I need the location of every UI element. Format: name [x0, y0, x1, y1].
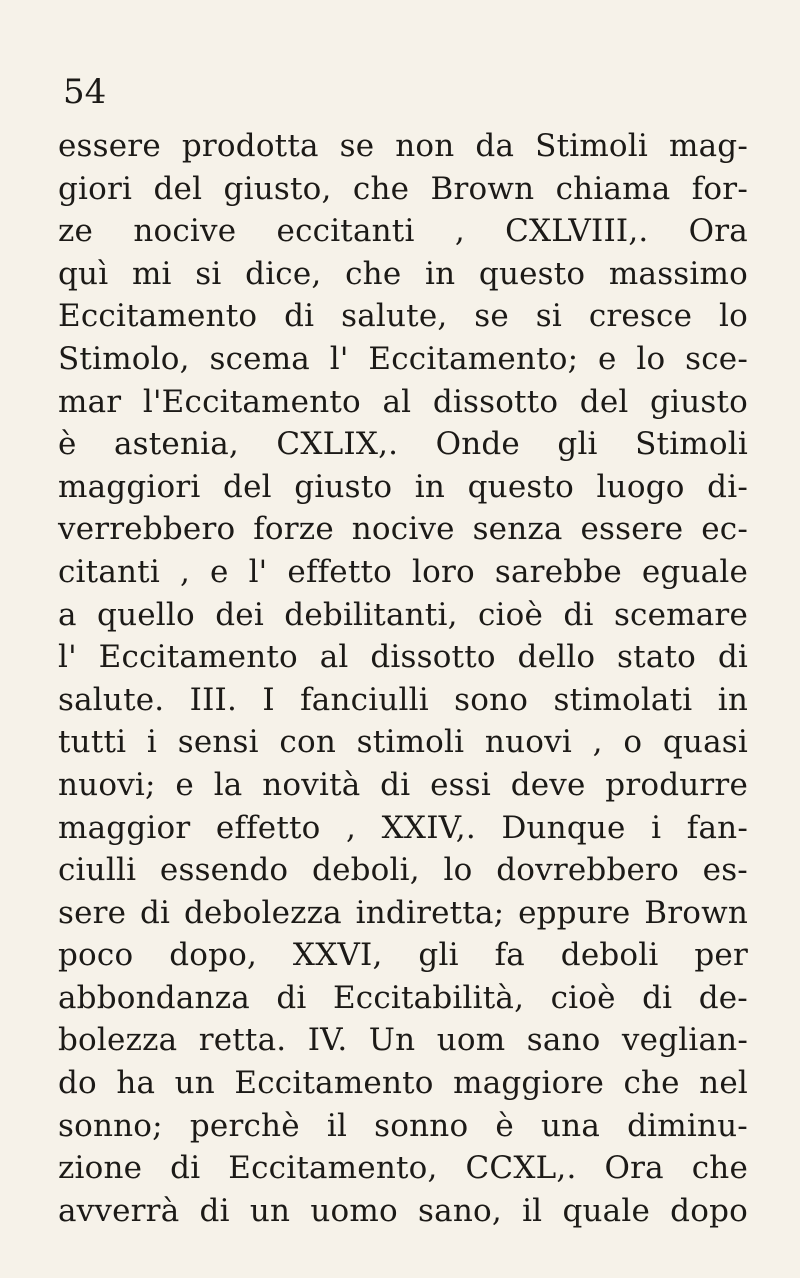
text-line: sere di debolezza indiretta; eppure Brown: [58, 894, 748, 931]
page-number: 54: [63, 72, 107, 112]
text-line: avverrà di un uomo sano, il quale dopo: [58, 1192, 748, 1229]
text-line: verrebbero forze nocive senza essere ec-: [58, 511, 748, 548]
text-line: citanti , e l' effetto loro sarebbe eguale: [58, 553, 748, 590]
body-text: [58, 125, 748, 1232]
text-line: ciulli essendo deboli, lo dovrebbero es-: [58, 852, 748, 889]
text-line: nuovi; e la novità di essi deve produrre: [58, 766, 748, 803]
text-line: tutti i sensi con stimoli nuovi , o quasi: [58, 724, 748, 761]
text-line: mar l'Eccitamento al dissotto del giusto: [58, 383, 748, 420]
text-line: sonno; perchè il sonno è una diminu-: [58, 1107, 748, 1144]
text-line: quì mi si dice, che in questo massimo: [58, 255, 748, 292]
text-line: essere prodotta se non da Stimoli mag-: [58, 128, 748, 164]
text-line: giori del giusto, che Brown chiama for-: [58, 170, 748, 207]
text-line: do ha un Eccitamento maggiore che nel: [58, 1065, 748, 1102]
text-line: abbondanza di Eccitabilità, cioè di de-: [58, 979, 748, 1016]
text-line: l' Eccitamento al dissotto dello stato di: [58, 639, 748, 676]
text-line: Eccitamento di salute, se si cresce lo: [58, 298, 748, 335]
text-line: è astenia, CXLIX,. Onde gli Stimoli: [58, 426, 748, 463]
text-line: poco dopo, XXVI, gli fa deboli per: [58, 937, 748, 974]
text-line: salute. III. I fanciulli sono stimolati in: [58, 681, 748, 718]
text-line: maggiori del giusto in questo luogo di-: [58, 468, 748, 505]
text-line: ze nocive eccitanti , CXLVIII,. Ora: [58, 213, 748, 250]
text-line: maggior effetto , XXIV,. Dunque i fan-: [58, 809, 748, 846]
text-line: a quello dei debilitanti, cioè di scemare: [58, 596, 748, 633]
text-line: Stimolo, scema l' Eccitamento; e lo sce-: [58, 340, 748, 377]
text-line: bolezza retta. IV. Un uom sano veglian-: [58, 1022, 748, 1059]
text-line: zione di Eccitamento, CCXL,. Ora che: [58, 1150, 748, 1187]
